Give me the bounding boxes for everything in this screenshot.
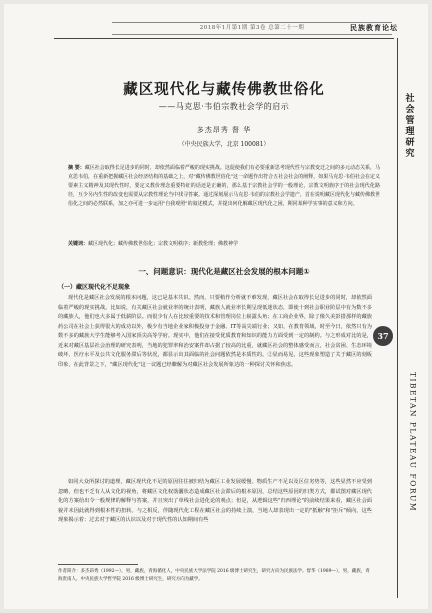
abstract	[68, 164, 380, 209]
keywords-text: 藏区现代化；藏传佛教世俗化；宗教文明秩序；新教伦理；佛教神学	[88, 241, 239, 247]
abstract-label: 摘 要：	[68, 165, 85, 171]
section-title: 一、问题意识：现代化是藏区社会发展的根本问题①	[138, 267, 310, 276]
journal-name: 民族教育论坛	[350, 23, 398, 32]
running-head: 2018年1月第1期 第3卷 总第二十一期	[112, 22, 392, 35]
body-paragraph: 现代化是藏区社会发展的根本问题，这已是基本共识。然而，只要稍作分析就不难发现，藏区社会在取得长足进步的同时，却依然面临着严峻的现实挑战。比如说，有关藏区社会就业率的统计表明，藏族人就业率长期呈现低迷状态，即使十到社会职业阶层中有为数不多的藏族人，他们也大多属于低薪阶层。而很少有人在比较重要的技术和管理岗位上崭露头角；在工商企业界，除了像久美彭措那样的藏族药公司在社会上获得很大的成功以外，极少有当地企业家积极投身于金融、IT等高尖端行业；又如，在教育领域，时至今日，依然只有为数不多的藏族大学生能够考入国家顶尖高等学府。现实中，他们在接受优质教育和知识的能力方面受到一定的制约。与之形成对比的是，近来对藏区基层社会治理的研究表明，当地的犯罪率和治安案件却占据了较高的比重，就藏区社会的整体感受而言，社会贫困、生态环境破坏、医疗水平及公共文化服务滞后等状况，都显示出其面临的社会问题依然是本质性的。②显而易见，这些现象塑造了关于藏区的刻板印象，在此背景之下，"藏区现代化"这一议题已经瞭解为对藏区社会发展所象达的一种探讨关怀和焦虑。	[58, 295, 372, 368]
article-subtitle: ——马克思·韦伯宗教社会学的启示	[158, 102, 290, 111]
footnote: 作者简介：多杰昂秀（1992—），男，藏族，青海循化人，中央民族大学法学院 2016 级博士研究生，研究方向为民族法学。督华（1989—），男，藏族，青海贵南人，中央民族大学哲学院 2016 级博士研究生，研究方向为藏学。	[58, 569, 370, 582]
column-label-cn: 社会管理研究	[405, 94, 415, 159]
sub-heading: （一）藏区现代化不足现象	[58, 284, 131, 291]
paper-page	[4, 4, 428, 609]
column-label-en	[398, 342, 428, 542]
header-rule	[54, 38, 394, 39]
keywords-label: 关键词：	[68, 241, 89, 247]
article-title: 藏区现代化与藏传佛教世俗化	[123, 81, 325, 98]
body-paragraph: 如同大众所探讨的道理，藏区现代化不足的原因往往被归结为藏区工业发展缓慢、物质生产不足以及区位劣势等，这些显然不应受到忽略，但也不乏有人从文化的视角，将藏区文化权落囊状态造成藏区社会滞后的根本原因，总结这些原因的归类方式，都试图对藏区现代化的方案给出令一般规律的解释与答案，并且突出了单线社会进化论的观点；但是，从逻辑这些"归西理论"的前续结果来看，藏区社会面貌并未因此就得到根本性的扭转。与之相反，伴随现代化工程在藏区社会的持续上演，当地人却表现出一定的"抵触"和"拒斥"倾向，这些现象揭示着：过去对于藏区的认识以及对于现代性的认知期间有些	[58, 479, 372, 523]
keywords	[68, 240, 380, 249]
page-number-badge: 37	[373, 326, 393, 346]
article-affiliation: （中央民族大学，北京 100081）	[178, 141, 270, 148]
column-label-en-text: TIBETAN PLATEAU FORUM	[408, 371, 418, 513]
article-authors: 多杰昂秀 督 华	[196, 126, 252, 134]
abstract-text: 藏区社会取得长足进步的同时，却依然面临着严峻的现实挑战。这促使我们有必要重新思考现代性与宗教变迁之间的多元动态关系，马克思韦伯，在重新把握藏区社会经济结构的基础之上，对"藏传佛教世俗化"这一命题作出符合五社会社会的阐释，如果马克思·韦伯社会在定义要素主义精神及其现代性时，要定义教价理念重要特征的话还是正确的，那么基于宗教社会学的一般理论，宗教文明族序于的社会现代化路径，互少另内生性的改变也需要从宗教性理论当中找寻答案。通过深刻展示马克思·韦伯的宗教社会学遗产，首在说明藏区现代化与藏传佛教世俗化之间的必然联系，加之亦可进一步运用"自我观照"的叙述模式，并提出何化解藏区现代化之困，期同某种学实事的意义和方向。	[68, 165, 380, 207]
footnote-rule	[58, 564, 138, 565]
